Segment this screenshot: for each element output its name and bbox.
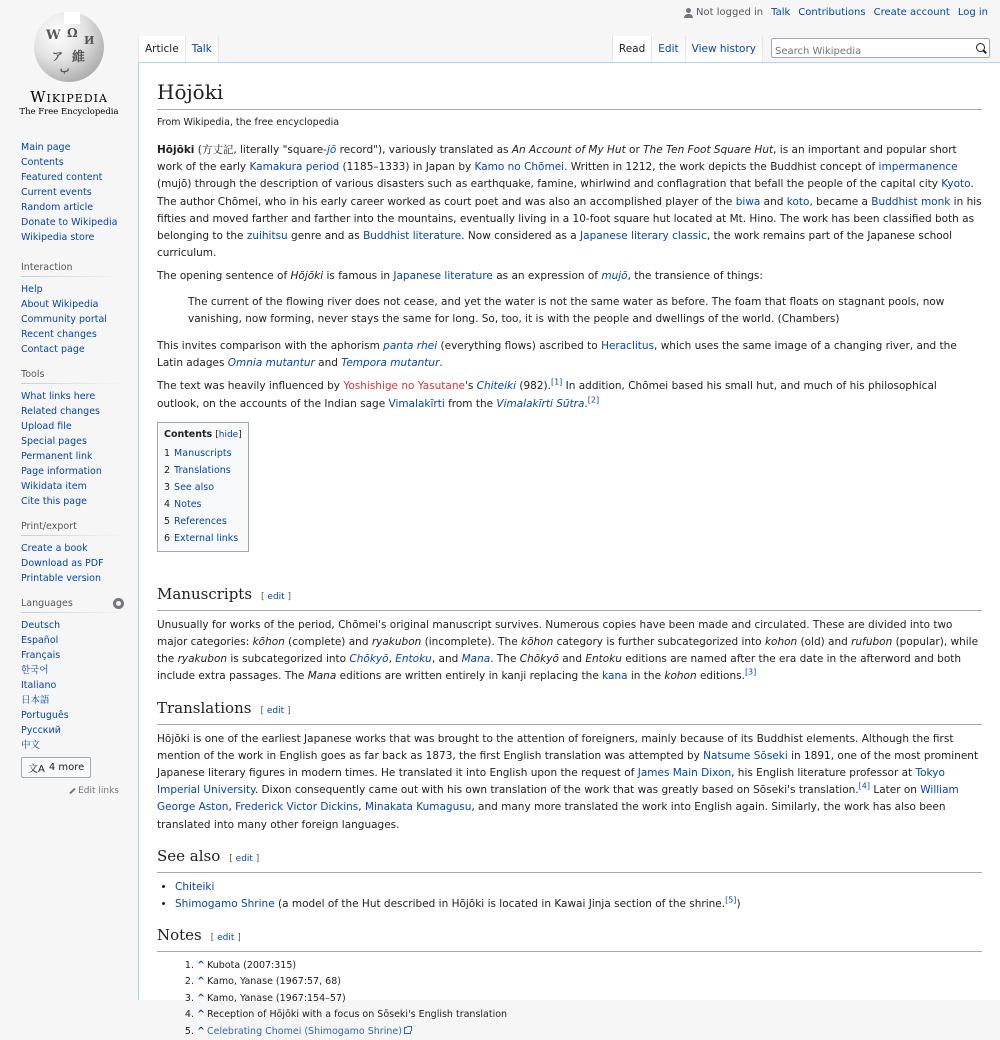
edit-section-link[interactable]: edit <box>266 705 285 716</box>
link-tokyo-imperial-university[interactable]: Tokyo Imperial University <box>157 767 945 797</box>
sidebar-item-what-links-here[interactable]: What links here <box>21 391 96 402</box>
view-tabs <box>612 36 990 62</box>
lang-japanese[interactable]: 日本語 <box>21 695 50 706</box>
toc-hide-link[interactable]: hide <box>218 429 239 440</box>
link-yoshishige-no-yasutane[interactable]: Yoshishige no Yasutane <box>343 380 465 393</box>
link-chokyo[interactable]: Chōkyō <box>349 653 389 666</box>
sidebar-item-contents[interactable]: Contents <box>21 157 64 168</box>
sidebar-item-current-events[interactable]: Current events <box>21 187 92 198</box>
opening-paragraph: The opening sentence of Hōjōki is famous in Japanese literature as an expression of mujō, the transience of things: <box>157 270 763 283</box>
translate-icon: 文A <box>28 764 45 775</box>
edit-section-link[interactable]: edit <box>217 932 235 943</box>
contributions-link[interactable]: Contributions <box>798 7 866 18</box>
link-mujo[interactable]: mujō <box>601 270 628 283</box>
tab-read[interactable]: Read <box>612 36 652 62</box>
toc-item[interactable]: 2 Translations <box>164 464 231 476</box>
link-panta-rhei[interactable]: panta rhei <box>383 340 438 353</box>
sidebar-item-store[interactable]: Wikipedia store <box>21 232 95 243</box>
toc-item[interactable]: 6 External links <box>164 532 239 544</box>
tools-heading: Tools <box>21 369 124 384</box>
interaction-heading: Interaction <box>21 262 124 277</box>
link-tempora-mutantur[interactable]: Tempora mutantur <box>341 357 440 370</box>
link-kana[interactable]: kana <box>602 670 628 683</box>
interaction-portlet <box>0 262 138 357</box>
tab-talk[interactable]: Talk <box>186 36 219 62</box>
sidebar-item-permanent-link[interactable]: Permanent link <box>21 451 93 462</box>
list-item: 3. ^ Kamo, Yanase (1967:154–57) <box>197 991 982 1008</box>
tab-view-history[interactable]: View history <box>686 36 763 62</box>
navigation-portlet <box>0 140 138 245</box>
link-chiteiki-see-also[interactable]: Chiteiki <box>175 880 215 893</box>
sidebar-item-contact[interactable]: Contact page <box>21 344 85 355</box>
sidebar-item-donate[interactable]: Donate to Wikipedia <box>21 217 118 228</box>
link-kamo-no-chomei[interactable]: Kamo no Chōmei <box>474 161 565 174</box>
see-also-list <box>157 879 982 913</box>
link-buddhist-literature[interactable]: Buddhist literature <box>363 230 462 243</box>
sidebar-item-recent-changes[interactable]: Recent changes <box>21 329 97 340</box>
toc-item[interactable]: 3 See also <box>164 481 215 493</box>
backlink-caret[interactable]: ^ <box>197 992 205 1004</box>
list-item: 4. ^ Reception of Hōjōki with a focus on Sōseki's English translation <box>197 1007 982 1024</box>
link-shimogamo-shrine[interactable]: Shimogamo Shrine <box>175 897 275 910</box>
link-frederick-victor-dickins[interactable]: Frederick Victor Dickins <box>235 801 359 814</box>
list-item: 1. ^ Kubota (2007:315) <box>197 958 982 975</box>
toc-item[interactable]: 5 References <box>164 515 227 527</box>
translations-paragraph: Hōjōki is one of the earliest Japanese works that was brought to the attention of foreigners, mainly because of its Buddhist elements. Although the first mention of the work in English goes as far back as 1873, the first English translation was attempted by Natsume Sōseki in 1891, one of the most prominent Japanese literary figures in modern times. He translated it into English upon the request of James Main Dixon, his English literature professor at Tokyo Imperial University. Dixon consequently came out with his own translation of the work that was greatly based on Sōseki's translation.[4] Later on William George Aston, Frederick Victor Dickins, Minakata Kumagusu, and many more translated the work into English again. Similarly, the work has also been translated into many other foreign languages. <box>157 732 979 831</box>
link-koto[interactable]: koto <box>786 195 810 208</box>
content <box>138 62 1000 1037</box>
edit-links[interactable]: Edit links <box>21 786 119 796</box>
namespace-tabs <box>138 36 219 62</box>
page-title: Hōjōki <box>157 77 982 110</box>
tab-article[interactable]: Article <box>138 36 186 62</box>
search-icon[interactable] <box>976 43 985 52</box>
print-heading: Print/export <box>21 521 124 536</box>
link-kamakura-period[interactable]: Kamakura period <box>249 161 340 174</box>
link-vimalakirti-sutra[interactable]: Vimalakīrti Sūtra <box>496 397 585 410</box>
tab-edit[interactable]: Edit <box>652 36 685 62</box>
link-kyoto[interactable]: Kyoto <box>941 178 971 191</box>
lang-deutsch[interactable]: Deutsch <box>21 620 61 631</box>
log-in-link[interactable]: Log in <box>957 7 988 18</box>
sidebar-item-random-article[interactable]: Random article <box>21 202 94 213</box>
list-item <box>197 1024 982 1040</box>
link-vimalakirti[interactable]: Vimalakīrti <box>388 397 445 410</box>
sidebar-item-about[interactable]: About Wikipedia <box>21 299 99 310</box>
more-languages-button[interactable]: 文A 4 more <box>21 757 91 778</box>
sidebar-item-create-book[interactable]: Create a book <box>21 543 88 554</box>
section-heading-manuscripts: Manuscripts [ edit ] <box>157 584 982 611</box>
intro-paragraph: Hōjōki (方丈記, literally "square-jō record"), variously translated as An Account of My Hut or The Ten Foot Square Hut, is an important and popular short work of the early Kamakura period (1185–1333) in Japan by Kamo no Chōmei. Written in 1212, the work depicts the Buddhist concept of impermanence (mujō) through the description of various disasters such as earthquake, famine, whirlwind and conflagration that befall the people of the capital city Kyoto. The author Chōmei, who in his early career worked as court poet and was also an accomplished player of the biwa and koto, became a Buddhist monk in his fifties and moved farther and farther into the mountains, eventually living in a 10-foot square hut located at Mt. Hino. The work has been classified both as belonging to the zuihitsu genre and as Buddhist literature. Now considered as a Japanese literary classic, the work remains part of the Japanese school curriculum. <box>157 144 982 260</box>
sidebar-item-page-information[interactable]: Page information <box>21 466 102 477</box>
link-mana[interactable]: Mana <box>461 653 491 666</box>
backlink-caret[interactable]: ^ <box>197 976 205 988</box>
link-japanese-literature[interactable]: Japanese literature <box>393 270 493 283</box>
sidebar-item-related-changes[interactable]: Related changes <box>21 406 101 417</box>
create-account-link[interactable]: Create account <box>873 7 950 18</box>
sidebar <box>0 140 138 808</box>
quote: The current of the flowing river does not cease, and yet the water is not the same water as before. The foam that floats on stagnant pools, now vanishing, now forming, never stays the same for long. So, too, it is with the people and dwellings of the world. (Chambers) <box>188 295 945 325</box>
search-box <box>771 38 990 58</box>
link-james-main-dixon[interactable]: James Main Dixon <box>637 767 732 780</box>
section-heading-see-also: See also [ edit ] <box>157 846 982 873</box>
external-link[interactable]: Celebrating Chomei (Shimogamo Shrine) <box>206 1025 402 1037</box>
link-zuihitsu[interactable]: zuihitsu <box>246 230 288 243</box>
toc-item[interactable]: 1 Manuscripts <box>164 447 232 459</box>
wordmark: Wikipedia <box>30 88 108 106</box>
sidebar-item-featured-content[interactable]: Featured content <box>21 172 103 183</box>
table-of-contents: Contents [hide] 1 Manuscripts 2 Translations 3 See also 4 Notes 5 References 6 External links <box>157 422 249 552</box>
section-heading-notes: Notes [ edit ] <box>157 925 982 952</box>
languages-heading: Languages <box>21 598 124 613</box>
link-chiteiki[interactable]: Chiteiki <box>476 380 517 393</box>
sidebar-item-help[interactable]: Help <box>21 284 43 295</box>
talk-link[interactable]: Talk <box>771 7 791 18</box>
link-impermanence[interactable]: impermanence <box>878 161 958 174</box>
site-tagline: From Wikipedia, the free encyclopedia <box>157 117 340 128</box>
pencil-icon <box>69 787 75 793</box>
link-japanese-literary-classic[interactable]: Japanese literary classic <box>580 230 707 243</box>
print-portlet <box>0 521 138 586</box>
lang-portugues[interactable]: Português <box>21 710 69 721</box>
link-entoku[interactable]: Entoku <box>395 653 432 666</box>
list-item <box>175 879 982 896</box>
influence-paragraph: The text was heavily influenced by Yoshishige no Yasutane's Chiteiki (982).[1] In addition, Chōmei based his small hut, and much of his philosophical outlook, on the accounts of the Indian sage Vimalakīrti from the Vimalakīrti Sūtra.[2] <box>157 377 937 410</box>
link-natsume-soseki[interactable]: Natsume Sōseki <box>703 749 788 762</box>
toc-title: Contents <box>164 428 213 440</box>
link-omnia-mutantur[interactable]: Omnia mutantur <box>227 357 315 370</box>
manuscripts-paragraph: Unusually for works of the period, Chōmei's original manuscript survives. Numerous copies have been made and circulated. These are divided into two major categories: kōhon (complete) and ryakubon (incomplete). The kōhon category is further subcategorized into kohon (old) and rufubon (popular), while the ryakubon is subcategorized into Chōkyō, Entoku, and Mana. The Chōkyō and Entoku editions are named after the era date in the afterword and both include extra passages. The Mana editions are written entirely in kanji replacing the kana in the kohon editions.[3] <box>157 618 979 683</box>
link-william-george-aston[interactable]: William George Aston <box>157 784 959 814</box>
lang-russian[interactable]: Русский <box>21 725 61 736</box>
personal-tools <box>684 7 988 18</box>
search-input[interactable] <box>772 43 962 61</box>
toc-item[interactable]: 4 Notes <box>164 498 202 510</box>
link-buddhist-monk[interactable]: Buddhist monk <box>871 195 951 208</box>
wikipedia-logo[interactable] <box>0 0 138 130</box>
lang-espanol[interactable]: Español <box>21 635 59 646</box>
user-icon <box>684 8 693 18</box>
lang-korean[interactable]: 한국어 <box>21 665 49 676</box>
section-heading-translations: Translations [ edit ] <box>157 698 982 725</box>
sidebar-item-main-page[interactable]: Main page <box>21 142 71 153</box>
comparison-paragraph: This invites comparison with the aphorism panta rhei (everything flows) ascribed to Heraclitus, which uses the same image of a changing river, and the Latin adages Omnia mutantur and Tempora mutantur. <box>157 340 957 370</box>
notes-list <box>157 958 982 1040</box>
sidebar-item-printable-version[interactable]: Printable version <box>21 573 102 584</box>
lang-francais[interactable]: Français <box>21 650 61 661</box>
edit-section-link[interactable]: edit <box>235 853 253 864</box>
backlink-caret[interactable]: ^ <box>197 959 205 971</box>
globe-icon: W Ω И ア 維 ب <box>34 12 104 82</box>
sidebar-item-community-portal[interactable]: Community portal <box>21 314 107 325</box>
list-item: 2. ^ Kamo, Yanase (1967:57, 68) <box>197 974 982 991</box>
edit-section-link[interactable]: edit <box>267 591 285 602</box>
lang-italiano[interactable]: Italiano <box>21 680 57 691</box>
languages-portlet <box>0 598 138 796</box>
sidebar-item-special-pages[interactable]: Special pages <box>21 436 87 447</box>
link-heraclitus[interactable]: Heraclitus <box>601 340 655 353</box>
backlink-caret[interactable]: ^ <box>197 1025 205 1037</box>
tools-portlet <box>0 369 138 509</box>
sidebar-item-download-pdf[interactable]: Download as PDF <box>21 558 104 569</box>
logo-tagline: The Free Encyclopedia <box>19 107 119 117</box>
not-logged-in: Not logged in <box>684 7 763 18</box>
lang-chinese[interactable]: 中文 <box>21 740 41 751</box>
sidebar-item-upload-file[interactable]: Upload file <box>21 421 72 432</box>
external-link-icon <box>404 1027 411 1034</box>
list-item: • Shimogamo Shrine (a model of the Hut described in Hōjōki is located in Kawai Jinja section of the shrine.[5]) <box>175 896 982 913</box>
link-biwa[interactable]: biwa <box>735 195 761 208</box>
sidebar-item-cite-this-page[interactable]: Cite this page <box>21 496 87 507</box>
backlink-caret[interactable]: ^ <box>197 1009 205 1021</box>
sidebar-item-wikidata-item[interactable]: Wikidata item <box>21 481 87 492</box>
gear-icon[interactable] <box>113 598 124 609</box>
link-minakata-kumagusu[interactable]: Minakata Kumagusu <box>364 801 472 814</box>
